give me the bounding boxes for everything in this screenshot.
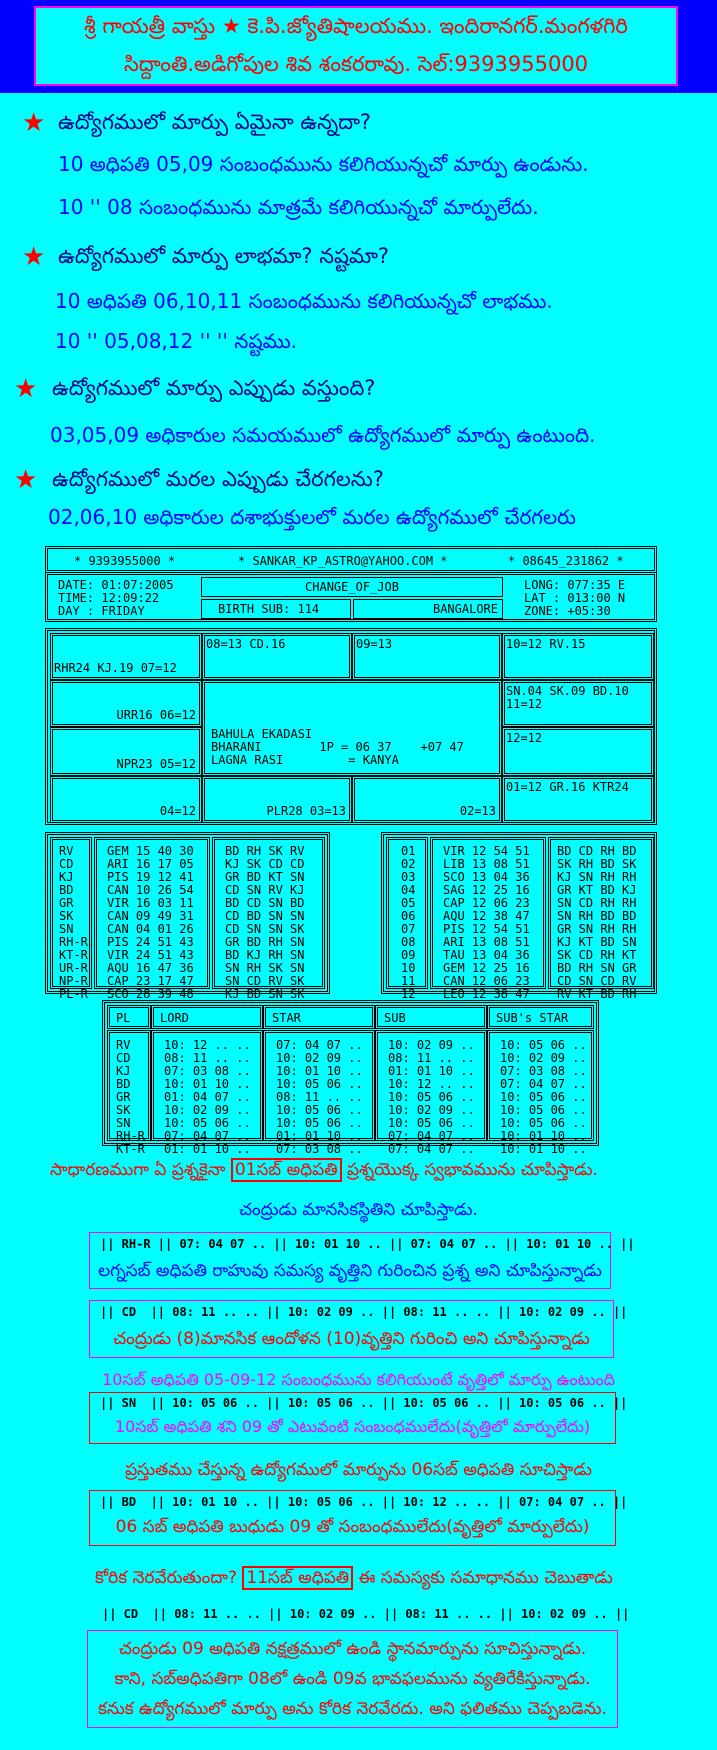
sig-planet: SK [116, 1103, 131, 1117]
star-icon: ★ [22, 108, 46, 138]
planet-position: CAN 09 49 31 [107, 909, 194, 923]
planet-position: PIS 24 51 43 [107, 935, 194, 949]
sig-subs-star: 10: 05 06 .. [500, 1103, 587, 1117]
chart-house: URR16 06=12 [50, 680, 202, 727]
sig-sub: 10: 02 09 .. [388, 1103, 475, 1117]
note-2: చంద్రుడు మానసికస్థితిని చూపిస్తాడు. [239, 1200, 478, 1220]
planet-lords: SN RH SK SN [225, 961, 305, 975]
info-day: DAY : FRIDAY [58, 604, 145, 618]
planet-name: UR-R [59, 961, 88, 975]
sig-lord: 07: 03 08 .. [164, 1064, 251, 1078]
note-9: కోరిక నెరవేరుతుందా? 11సబ్ అధిపతి ఈ సమస్యకు సమాధానము చెబుతాడు [95, 1568, 613, 1588]
cusp-number: 07 [401, 922, 416, 936]
planet-name: KJ [59, 870, 74, 884]
planet-lords: GR BD KT SN [225, 870, 305, 884]
planet-name: GR [59, 896, 74, 910]
sig-star: 10: 01 10 .. [276, 1064, 363, 1078]
sig-subs-star: 07: 03 08 .. [500, 1064, 587, 1078]
planet-table [45, 832, 330, 1001]
planet-position: PIS 19 12 41 [107, 870, 194, 884]
chart-info-panel [45, 572, 657, 622]
analysis-box-3 [89, 1392, 628, 1444]
question-3: ఉద్యోగములో మార్పు ఎప్పుడు వస్తుంది? [52, 376, 376, 400]
planet-name: PL-R [59, 987, 88, 1001]
sig-sub: 07: 04 07 .. [388, 1142, 475, 1156]
planet-lords: KJ SK CD CD [225, 857, 305, 871]
cusp-lords: SK RH BD SK [557, 857, 637, 871]
sig-lord: 10: 01 10 .. [164, 1077, 251, 1091]
planet-name: RV [59, 844, 74, 858]
cusp-number: 06 [401, 909, 416, 923]
chart-house: NPR23 05=12 [50, 727, 202, 776]
sig-sub: 07: 04 07 .. [388, 1129, 475, 1143]
planet-name: BD [59, 883, 74, 897]
note-6: 10సబ్ అధిపతి శని 09 తో ఎటువంటి సంబంధములేదు(వృత్తిలో మార్పులేదు) [114, 1417, 591, 1436]
answer-1-line-1: 10 అధిపతి 05,09 సంబంధమును కలిగియున్నచో మార్పు ఉండును. [58, 152, 589, 176]
sig-subs-star: 10: 05 06 .. [500, 1090, 587, 1104]
header-box [34, 6, 678, 86]
answer-4-line-1: 02,06,10 అధికారుల దశాభుక్తులలో మరల ఉద్యోగములో చేరగలరు [48, 505, 576, 529]
info-long: LONG: 077:35 E [524, 578, 626, 592]
star-icon: ★ [14, 374, 38, 404]
cusp-number: 12 [401, 987, 416, 1001]
chart-contact-bar [45, 546, 657, 573]
answer-2-line-1: 10 అధిపతి 06,10,11 సంబంధమును కలిగియున్నచో లాభము. [55, 289, 553, 313]
sig-lord: 10: 05 06 .. [164, 1116, 251, 1130]
sig-lord: 10: 12 .. .. [164, 1038, 251, 1052]
note-8: 06 సబ్ అధిపతి బుధుడు 09 తో సంబంధములేదు(వృత్తిలో మార్పులేదు) [115, 1517, 590, 1537]
cusp-number: 03 [401, 870, 416, 884]
analysis-box-2 [89, 1300, 628, 1358]
sig-star: 08: 11 .. .. [276, 1090, 363, 1104]
chart-center: BAHULA EKADASI BHARANI 1P = 06 37 +07 47 LAGNA RASI = KANYA [202, 680, 502, 776]
info-time: TIME: 12:09:22 [58, 591, 160, 605]
sig-subs-star: 10: 01 10 .. [500, 1142, 587, 1156]
chart-title: CHANGE_OF_JOB [305, 580, 399, 594]
strip-sn: || SN || 10: 05 06 .. || 10: 05 06 .. || 10: 05 06 .. || 10: 05 06 .. || [100, 1396, 628, 1410]
sig-planet: SN [116, 1116, 131, 1130]
sig-subs-star: 10: 02 09 .. [500, 1051, 587, 1065]
strip-cd-2: || CD || 08: 11 .. .. || 10: 02 09 .. || 08: 11 .. .. || 10: 02 09 .. || [102, 1607, 630, 1621]
cusp-table [381, 832, 657, 1001]
cusp-position: VIR 12 54 51 [443, 844, 530, 858]
significator-table [102, 1000, 599, 1156]
chart-house: 12=12 [502, 727, 654, 776]
chart-house: SN.04 SK.09 BD.10 11=12 [502, 680, 654, 727]
chart-house: 02=13 [352, 776, 502, 823]
sig-subs-star: 07: 04 07 .. [500, 1077, 587, 1091]
birth-sub-box [201, 599, 351, 619]
planet-position: GEM 15 40 30 [107, 844, 194, 858]
note-5: 10సబ్ అధిపతి 05-09-12 సంబంధమును కలిగియుంటే వృత్తిలో మార్పు ఉంటుంది [102, 1370, 615, 1389]
col-header: SUB [384, 1011, 406, 1025]
cusp-lords: BD CD RH BD [557, 844, 637, 858]
sig-subs-star: 10: 05 06 .. [500, 1038, 587, 1052]
conclusion-line-3: కనుక ఉద్యోగములో మార్పు అను కోరిక నెరవేరదు. అని ఫలితము చెప్పబడెను. [98, 1699, 607, 1719]
sig-star: 01: 01 10 .. [276, 1129, 363, 1143]
note-7: ప్రస్తుతము చేస్తున్న ఉద్యోగములో మార్పును 06సబ్ అధిపతి సూచిస్తాడు [125, 1460, 592, 1480]
chart-house: RHR24 KJ.19 07=12 [50, 633, 202, 680]
horoscope-chart [45, 628, 657, 825]
cusp-position: SAG 12 25 16 [443, 883, 530, 897]
planet-lords: CD SN SN SK [225, 922, 305, 936]
note-3: లగ్నసబ్ అధిపతి రాహువు సమస్య వృత్తిని గురించిన ప్రశ్న అని చూపిస్తున్నాడు [98, 1261, 602, 1281]
highlight-01-sub-lord: 01సబ్ అధిపతి [231, 1158, 342, 1182]
planet-position: SCO 28 39 48 [107, 987, 194, 1001]
cusp-lords: CD SN CD RV [557, 974, 637, 988]
planet-name: NP-R [59, 974, 88, 988]
cusp-position: SCO 13 04 36 [443, 870, 530, 884]
chart-house: 09=13 [352, 633, 502, 680]
chart-house: 04=12 [50, 776, 202, 823]
header-line-2: సిద్దాంతి.అడిగోపుల శివ శంకరరావు. సెల్:9393955000 [123, 52, 589, 76]
sig-planet: RH-R [116, 1129, 145, 1143]
sig-sub: 10: 12 .. .. [388, 1077, 475, 1091]
cusp-lords: RV KT BD RH [557, 987, 637, 1001]
answer-3-line-1: 03,05,09 అధికారుల సమయములో ఉద్యోగములో మార్పు ఉంటుంది. [50, 423, 596, 447]
planet-position: CAN 04 01 26 [107, 922, 194, 936]
sig-star: 07: 04 07 .. [276, 1038, 363, 1052]
star-icon: ★ [22, 242, 46, 272]
note-1: సాధారణముగా ఏ ప్రశ్నకైనా 01సబ్ అధిపతి ప్రశ్నయొక్క స్వభావమును చూపిస్తాడు. [50, 1160, 598, 1180]
star-icon: ★ [14, 465, 38, 495]
sig-star: 07: 03 08 .. [276, 1142, 363, 1156]
sig-subs-star: 10: 01 10 .. [500, 1129, 587, 1143]
chart-house: PLR28 03=13 [202, 776, 352, 823]
planet-lords: SN CD RV SK [225, 974, 305, 988]
cusp-position: CAP 12 06 23 [443, 896, 530, 910]
cusp-lords: KJ SN RH RH [557, 870, 637, 884]
col-header: PL [116, 1011, 131, 1025]
cusp-position: LIB 13 08 51 [443, 857, 530, 871]
planet-position: VIR 24 51 43 [107, 948, 194, 962]
sig-sub: 08: 11 .. .. [388, 1051, 475, 1065]
col-header: LORD [160, 1011, 189, 1025]
sig-star: 10: 02 09 .. [276, 1051, 363, 1065]
sig-planet: GR [116, 1090, 131, 1104]
sig-sub: 10: 02 09 .. [388, 1038, 475, 1052]
cusp-position: TAU 13 04 36 [443, 948, 530, 962]
chart-house: 08=13 CD.16 [202, 633, 352, 680]
col-header: SUB's STAR [496, 1011, 569, 1025]
cusp-position: ARI 13 08 51 [443, 935, 530, 949]
cusp-lords: BD RH SN GR [557, 961, 637, 975]
cusp-lords: KJ KT BD SN [557, 935, 637, 949]
cusp-position: GEM 12 25 16 [443, 961, 530, 975]
planet-lords: CD BD SN SN [225, 909, 305, 923]
cusp-position: LEO 12 38 47 [443, 987, 530, 1001]
sig-planet: KJ [116, 1064, 131, 1078]
sig-star: 10: 05 06 .. [276, 1103, 363, 1117]
sig-sub: 01: 01 10 .. [388, 1064, 475, 1078]
strip-cd: || CD || 08: 11 .. .. || 10: 02 09 .. || 08: 11 .. .. || 10: 02 09 .. || [100, 1305, 628, 1319]
conclusion-box [87, 1630, 618, 1728]
analysis-box-4 [89, 1490, 628, 1546]
cusp-lords: SK CD RH KT [557, 948, 637, 962]
planet-position: CAN 10 26 54 [107, 883, 194, 897]
planet-name: KT-R [59, 948, 88, 962]
planet-name: RH-R [59, 935, 88, 949]
cusp-number: 09 [401, 948, 416, 962]
info-lat: LAT : 013:00 N [524, 591, 626, 605]
cusp-position: PIS 12 54 51 [443, 922, 530, 936]
sig-lord: 10: 02 09 .. [164, 1103, 251, 1117]
question-2: ఉద్యోగములో మార్పు లాభమా? నష్టమా? [58, 244, 390, 268]
chart-title-box [201, 577, 503, 597]
cusp-position: CAN 12 06 23 [443, 974, 530, 988]
header-line-1: శ్రీ గాయత్రీ వాస్తు ★ కె.పి.జ్యోతిషాలయము. ఇందిరానగర్.మంగళగిరి [84, 14, 628, 38]
planet-position: VIR 16 03 11 [107, 896, 194, 910]
cusp-position: AQU 12 38 47 [443, 909, 530, 923]
planet-lords: BD KJ RH SN [225, 948, 305, 962]
birth-sub: BIRTH SUB: 114 [218, 602, 320, 616]
note-4: చంద్రుడు (8)మానసిక ఆందోళన (10)వృత్తిని గురించి అని చూపిస్తున్నాడు [113, 1329, 590, 1349]
chart-house: 01=12 GR.16 KTR24 [502, 776, 654, 823]
sig-planet: RV [116, 1038, 131, 1052]
planet-name: SN [59, 922, 74, 936]
analysis-box-1 [89, 1232, 635, 1289]
sig-star: 10: 05 06 .. [276, 1116, 363, 1130]
sig-lord: 01: 01 10 .. [164, 1142, 251, 1156]
cusp-lords: SN CD RH RH [557, 896, 637, 910]
chart-house: 10=12 RV.15 [502, 633, 654, 680]
contact-phone: * 9393955000 * [74, 554, 176, 568]
cusp-number: 02 [401, 857, 416, 871]
planet-lords: KJ BD SN SK [225, 987, 305, 1001]
planet-name: SK [59, 909, 74, 923]
conclusion-line-2: కాని, సబ్అధిపతిగా 08లో ఉండి 09వ భావఫలమును వ్యతిరేకిస్తున్నాడు. [114, 1669, 591, 1689]
sig-planet: BD [116, 1077, 131, 1091]
col-header: STAR [272, 1011, 301, 1025]
sig-subs-star: 10: 05 06 .. [500, 1116, 587, 1130]
planet-position: CAP 23 17 47 [107, 974, 194, 988]
planet-lords: BD RH SK RV [225, 844, 305, 858]
place-box [353, 599, 503, 619]
planet-lords: BD CD SN BD [225, 896, 305, 910]
cusp-number: 04 [401, 883, 416, 897]
cusp-number: 08 [401, 935, 416, 949]
planet-lords: CD SN RV KJ [225, 883, 305, 897]
answer-1-line-2: 10 '' 08 సంబంధమును మాత్రమే కలిగియున్నచో మార్పులేదు. [58, 195, 539, 219]
planet-position: ARI 16 17 05 [107, 857, 194, 871]
sig-lord: 08: 11 .. .. [164, 1051, 251, 1065]
cusp-number: 05 [401, 896, 416, 910]
info-date: DATE: 01:07:2005 [58, 578, 174, 592]
question-1: ఉద్యోగములో మార్పు ఏమైనా ఉన్నదా? [58, 110, 372, 134]
planet-lords: GR BD RH SN [225, 935, 305, 949]
cusp-number: 01 [401, 844, 416, 858]
highlight-11-sub-lord: 11సబ్ అధిపతి [242, 1566, 353, 1590]
strip-bd: || BD || 10: 01 10 .. || 10: 05 06 .. || 10: 12 .. .. || 07: 04 07 .. || [100, 1495, 628, 1509]
cusp-number: 11 [401, 974, 416, 988]
strip-rh-r: || RH-R || 07: 04 07 .. || 10: 01 10 .. || 07: 04 07 .. || 10: 01 10 .. || [100, 1237, 635, 1251]
question-4: ఉద్యోగములో మరల ఎప్పుడు చేరగలను? [52, 467, 384, 491]
contact-phone-2: * 08645_231862 * [508, 554, 624, 568]
sig-planet: CD [116, 1051, 131, 1065]
cusp-lords: GR SN RH RH [557, 922, 637, 936]
cusp-lords: GR KT BD KJ [557, 883, 637, 897]
cusp-lords: SN RH BD BD [557, 909, 637, 923]
sig-sub: 10: 05 06 .. [388, 1116, 475, 1130]
answer-2-line-2: 10 '' 05,08,12 '' '' నష్టము. [55, 329, 298, 353]
cusp-number: 10 [401, 961, 416, 975]
sig-lord: 01: 04 07 .. [164, 1090, 251, 1104]
sig-lord: 07: 04 07 .. [164, 1129, 251, 1143]
conclusion-line-1: చంద్రుడు 09 అధిపతి నక్షత్రములో ఉండి స్థానమార్పును సూచిస్తున్నాడు. [118, 1639, 587, 1659]
contact-email: * SANKAR_KP_ASTRO@YAHOO.COM * [238, 554, 448, 568]
place: BANGALORE [432, 602, 498, 616]
sig-star: 10: 05 06 .. [276, 1077, 363, 1091]
planet-name: CD [59, 857, 74, 871]
sig-planet: KT-R [116, 1142, 145, 1156]
planet-position: AQU 16 47 36 [107, 961, 194, 975]
sig-sub: 10: 05 06 .. [388, 1090, 475, 1104]
info-zone: ZONE: +05:30 [524, 604, 611, 618]
